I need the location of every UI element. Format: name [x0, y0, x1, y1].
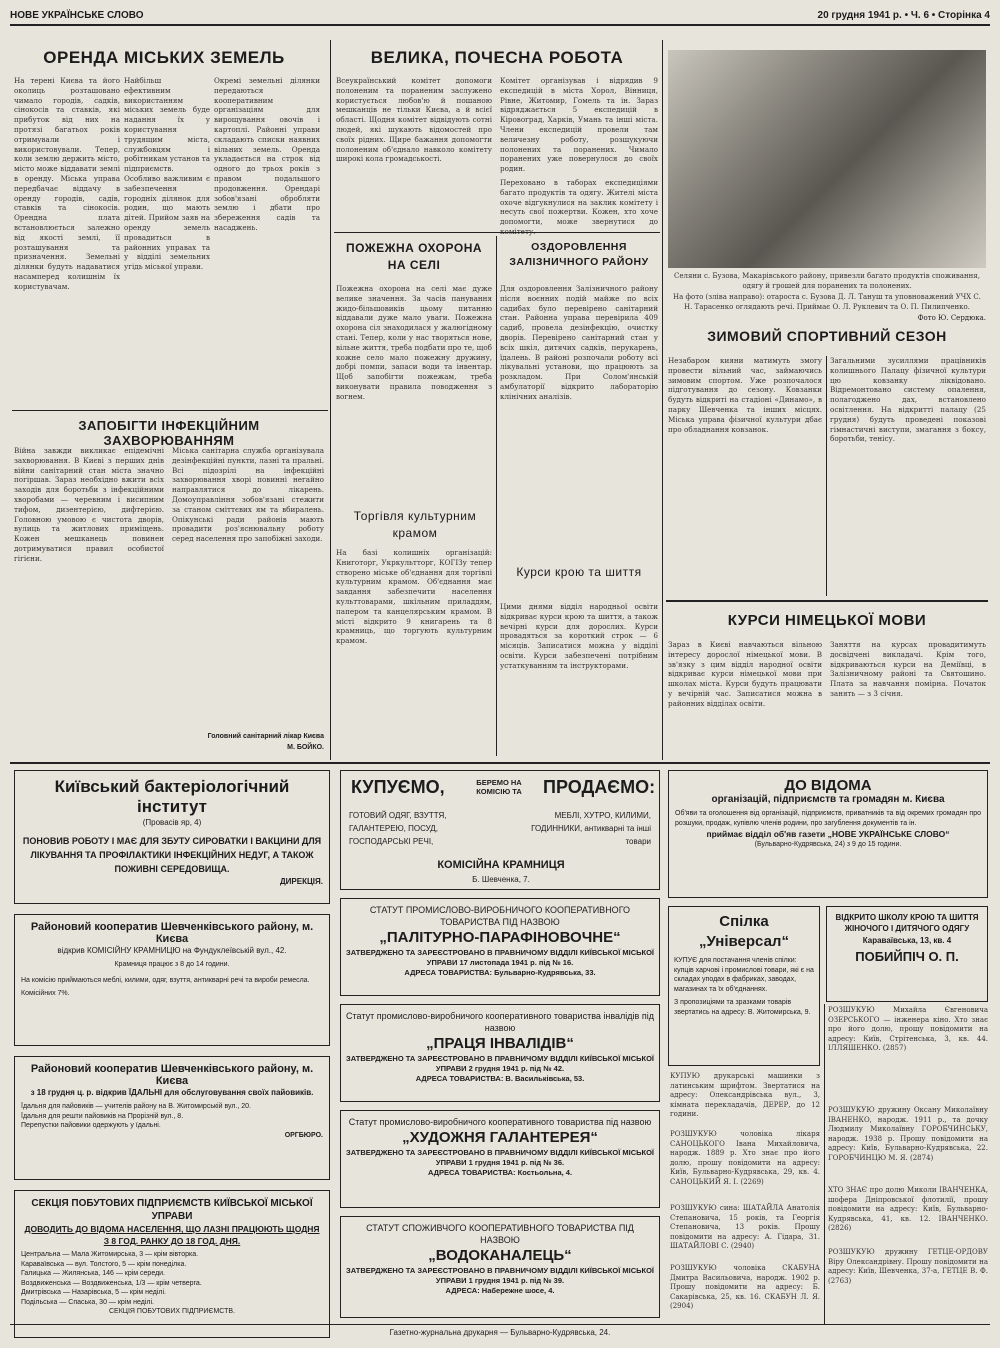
- ad-search-4: РОЗШУКУЮ Михайла Євгеновича ОЗЕРСЬКОГО — інженера кіно. Хто знає про його долю, прошу повідомити на адресу: Київ, Стрітенська, 3, кв. 44. ІЛЛЯШЕНКО. (2857): [828, 1006, 988, 1052]
- ad-statute2-addr: АДРЕСА ТОВАРИСТВА: В. Васильківська, 53.: [415, 1074, 585, 1083]
- column-rule: [496, 236, 497, 756]
- ad-bact-title: Київський бактеріологічний інститут: [54, 777, 290, 816]
- footer-rule: [10, 1324, 990, 1325]
- article-courses-text: Цими днями відділ народньої освіти відкриває курси крою та шиття, а також вечірні курси для дорослих. Курси провадяться за короткий строк — 6 місяців. Записатися можна у відділі освіти. Курси забезпечені потрібним устаткуванням та інструкторами.: [500, 602, 658, 670]
- ad-sewing-name: ПОБИЙПІЧ О. П.: [855, 949, 959, 964]
- ad-sewing-addr: Караваївська, 13, кв. 4: [862, 936, 952, 945]
- ad-notice-title: ДО ВІДОМА: [784, 777, 872, 794]
- baths-list-5: Подільська — Спаська, 30 — крім неділі.: [21, 1298, 154, 1306]
- ad-statute2-name: „ПРАЦЯ ІНВАЛІДІВ“: [426, 1035, 574, 1052]
- ad-komis-mid: БЕРЕМО НА КОМІСІЮ ТА: [476, 778, 522, 796]
- ad-statute2-head: Статут промислово-виробничого кооперативного товариства інвалідів під назвою: [346, 1011, 654, 1033]
- ad-coop2-sign: ОРГБЮРО.: [284, 1131, 323, 1139]
- article-orenda-col2: Найбільш ефективним використанням міських земель буде надання їх у користування трудящим міста, службовцям і робітникам установ та підприємств. Особливо важливим є забезпечення городніх ділянок для родин, що мають дітей. Прийом заяв на оренду земель провадиться в районних управах та у відділі земельних угідь міської управи.: [124, 76, 210, 272]
- photo-caption: Селяни с. Бузова, Макарівського району, привезли багато продуктів споживання, одягу й грошей для поранених та полонених.: [674, 272, 980, 290]
- ad-statute4-head: СТАТУТ СПОЖИВЧОГО КООПЕРАТИВНОГО ТОВАРИСТВА ПІД НАЗВОЮ: [366, 1223, 634, 1245]
- article-title-courses: Курси крою та шиття: [516, 565, 642, 579]
- ad-search-5: РОЗШУКУЮ дружину Оксану Миколаївну ІВАНЕНКО, народж. 1911 р., та дочку Людмилу Миколаївну ГОРОБЧИНСЬКУ, народж. 1938 р. Прошу повідомити на адресу: Київ, Бульварно-Кудрявська, 22. ГОРОБЧИНЦЮ М. Я. (2874): [828, 1106, 988, 1162]
- ad-coop1-title: Районовий кооператив Шевченківського району, м. Києва: [30, 921, 314, 945]
- ad-komis-addr: Б. Шевченка, 7.: [472, 875, 530, 884]
- ad-search-3: РОЗШУКУЮ чоловіка СКАБУНА Дмитра Васильовича, народж. 1902 р. Прошу повідомити на адресу: Б. Сакарівська, 25, кв. 16. СКАБУН Л. Я. (2904): [670, 1264, 820, 1310]
- ad-statute-invalids: [340, 1004, 660, 1102]
- ad-baths: [14, 1190, 330, 1338]
- page-header: [10, 6, 990, 26]
- ad-statute-water: [340, 1216, 660, 1318]
- ad-search-1: РОЗШУКУЮ чоловіка лікаря САНОЦЬКОГО Івана Михайловича, народж. 1889 р. Хто знає про його долю, прошу повідомити на адресу: Київ, Бульварно-Кудрявська, 29, кв. 4. САНОЦЬКИЙ Я. І. (2269): [670, 1130, 820, 1186]
- divider: [666, 600, 988, 602]
- ad-statute1-addr: АДРЕСА ТОВАРИСТВА: Бульварно-Кудрявська, 33.: [404, 968, 596, 977]
- ad-statute2-reg: ЗАТВЕРДЖЕНО ТА ЗАРЕЄСТРОВАНО В ПРАВНИЧОМУ ВІДДІЛІ КИЇВСЬКОЇ МІСЬКОЇ УПРАВИ 2 грудня 1941 р. під № 42.: [346, 1054, 654, 1073]
- ad-coop-commission: [14, 914, 330, 1046]
- ad-notice: [668, 770, 988, 898]
- divider: [334, 232, 660, 233]
- ad-statute4-reg: ЗАТВЕРДЖЕНО ТА ЗАРЕЄСТРОВАНО В ПРАВНИЧОМУ ВІДДІЛІ КИЇВСЬКОЇ МІСЬКОЇ УПРАВИ 1 грудня 1941 р. під № 39.: [346, 1266, 654, 1285]
- ad-search-7: РОЗШУКУЮ дружину ГЕТЦЕ-ОРДОВУ Віру Олександрівну. Прошу повідомити на адресу: Київ, Шевченка, 37-а, ГЕТЦЕ В. Ф. (2763): [828, 1248, 988, 1285]
- article-german-col2: Заняття на курсах провадитимуть досвідчені викладачі. Крім того, відкриваються курси на Деміївці, в Залізничному районі та Святошино. Плата за навчання помірна. Початок занять — з 3 січня.: [830, 640, 986, 698]
- baths-list-2: Галицька — Жилянська, 146 — крім середи.: [21, 1270, 166, 1277]
- ad-coop1-hours: Крамниця працює з 8 до 14 години.: [114, 961, 230, 968]
- article-german-col1: Зараз в Києві навчаються вільною інтересу дорослої німецької мови. В зв'язку з цим відділ народної освіти відкриває курси німецької мови при школах міста. Курси будуть працювати у вечірній час. Записатися можна в районних відділах освіти.: [668, 640, 822, 708]
- ad-coop2-line2: Їдальня для решти пайовиків на Прорізній вул., 8.: [21, 1112, 184, 1120]
- ad-komis-shop: КОМІСІЙНА КРАМНИЦЯ: [437, 859, 565, 871]
- article-velyka-col3: Переховано в таборах експедиціями багато продуктів та одягу. Жителі міста охоче відгукнулися на заклик комітету і несуть свої пожертви. Кожен, хто хоче допомогти, може звернутися до: [500, 178, 658, 227]
- ad-statute4-name: „ВОДОКАНАЛЕЦЬ“: [428, 1247, 572, 1264]
- baths-list-4: Дмитрівська — Назарівська, 5 — крім неділі.: [21, 1289, 166, 1296]
- ad-komis-left: ГОТОВИЙ ОДЯГ, ВЗУТТЯ, ГАЛАНТЕРЕЮ, ПОСУД, ГОСПОДАРСЬКІ РЕЧІ,: [349, 811, 447, 846]
- ad-bact-text: ПОНОВИВ РОБОТУ І МАЄ ДЛЯ ЗБУТУ СИРОВАТКИ І ВАКЦИНИ ДЛЯ ЛІКУВАННЯ ТА ПРОФІЛАКТИКИ ІНФЕКЦІЙНИХ НЕДУГ, А ТАКОЖ ПОЖИВНІ СЕРЕДОВИЩА.: [22, 836, 322, 874]
- article-title-winter: ЗИМОВИЙ СПОРТИВНИЙ СЕЗОН: [707, 328, 947, 344]
- ad-universal: [668, 906, 820, 1066]
- ad-commission-shop: [340, 770, 660, 890]
- header-rule: [10, 24, 990, 26]
- ad-notice-bold: приймає відділ об'яв газети „НОВЕ УКРАЇНСЬКЕ СЛОВО“: [706, 829, 950, 839]
- ad-statute3-addr: АДРЕСА ТОВАРИСТВА: Костьольна, 4.: [427, 1168, 573, 1177]
- ad-buy-typewriter: КУПУЮ друкарські машинки з латинським шрифтом. Звертатися на адресу: Олександрівська вул., 3, кімната перекладачів, ДЕРЕР, до 12 години.: [670, 1072, 820, 1118]
- ad-bact-address: (Провасів яр, 4): [142, 818, 202, 827]
- column-rule: [330, 40, 331, 760]
- column-rule: [826, 356, 827, 596]
- ad-baths-subtitle: ДОВОДИТЬ ДО ВІДОМА НАСЕЛЕННЯ, ЩО ЛАЗНІ ПРАЦЮЮТЬ ЩОДНЯ З 8 ГОД. РАНКУ ДО 18 ГОД. ДНЯ.: [24, 1224, 320, 1246]
- printer-info: Газетно-журнальна друкарня — Бульварно-Кудрявська, 24.: [389, 1328, 611, 1337]
- ad-baths-title: СЕКЦІЯ ПОБУТОВИХ ПІДПРИЄМСТВ КИЇВСЬКОЇ МІСЬКОЇ УПРАВИ: [31, 1198, 313, 1222]
- ad-statute1-head: СТАТУТ ПРОМИСЛОВО-ВИРОБНИЧОГО КООПЕРАТИВНОГО ТОВАРИСТВА ПІД НАЗВОЮ: [369, 905, 631, 927]
- ad-coop1-text: відкрив КОМІСІЙНУ КРАМНИЦЮ на Фундуклеївській вул., 42.: [57, 946, 287, 955]
- article-title-trade: Торгівля культурним крамом: [353, 509, 477, 540]
- ads-rule: [10, 762, 990, 764]
- column-rule: [824, 1004, 825, 1324]
- article-winter-col1: Незабаром кияни матимуть змогу провести вільний час, займаючись зимовим спортом. Уже розпочалося підготування до сезону. Ковзанки будуть відкриті на стадіоні «Динамо», в парку Шевченка та інших місцях. Міська управа фізичної культури дбає про обладнання ковзанок.: [668, 356, 822, 434]
- ad-sewing-school: [826, 906, 988, 1002]
- article-title-fire: ПОЖЕЖНА ОХОРОНА НА СЕЛІ: [345, 241, 483, 272]
- ad-coop2-line3: Перепустки пайовики одержують у їдальні.: [21, 1122, 161, 1129]
- ad-statute4-addr: АДРЕСА: Набережне шосе, 4.: [445, 1286, 555, 1295]
- ad-coop2-title: Районовий кооператив Шевченківського району, м. Києва: [30, 1063, 314, 1087]
- ad-sewing-line1: ВІДКРИТО ШКОЛУ КРОЮ ТА ШИТТЯ ЖІНОЧОГО І ДИТЯЧОГО ОДЯГУ: [835, 913, 979, 933]
- issue-info: 20 грудня 1941 р. • Ч. 6 • Сторінка 4: [817, 10, 990, 21]
- ad-universal-title: Спілка „Універсал“: [699, 913, 789, 950]
- ad-search-6: ХТО ЗНАЄ про долю Миколи ІВАНЧЕНКА, шофера Дніпровської флотилії, прошу повідомити на адресу: Київ, Бульварно-Кудрявська, 41, кв. 12. ІВАНЧЕНКО. (2826): [828, 1186, 988, 1232]
- baths-list-1: Караваївська — вул. Толстого, 5 — крім понеділка.: [21, 1260, 187, 1268]
- baths-list-0: Центральна — Мала Житомирська, 3 — крім вівторка.: [21, 1251, 199, 1258]
- ad-coop2-line1: Їдальня для пайовиків — учителів району на В. Житомирській вул., 20.: [21, 1103, 252, 1110]
- ad-komis-right: МЕБЛІ, ХУТРО, КИЛИМИ, ГОДИННИКИ, антикварні та інші товари: [531, 811, 651, 846]
- ad-komis-buy: КУПУЄМО,: [351, 777, 445, 797]
- ad-statute3-head: Статут промислово-виробничого кооперативного товариства під назвою: [348, 1117, 652, 1127]
- article-trade-text: На базі колишніх організацій: Книготорг, Укркультторг, КОГІЗу тепер створено міське об'єднання для торгівлі культурним крамом. Об'єднання має завдання забезпечити населення культтоварами, шкільним приладдям, папером та канцелярським крамом. В місті відкрито 9 книгарень та 8 крамниць, що торгують культурним крамом.: [336, 548, 492, 646]
- ad-notice-subtitle: організацій, підприємств та громадян м. Києва: [711, 794, 945, 805]
- ad-coop-canteens: [14, 1056, 330, 1180]
- ad-statute1-reg: ЗАТВЕРДЖЕНО ТА ЗАРЕЄСТРОВАНО В ПРАВНИЧОМУ ВІДДІЛІ КИЇВСЬКОЇ МІСЬКОЇ УПРАВИ 17 листопада 1941 р. під № 16.: [346, 948, 654, 967]
- article-title-velyka: ВЕЛИКА, ПОЧЕСНА РОБОТА: [370, 48, 624, 67]
- ad-notice-addr: (Бульварно-Кудрявська, 24) з 9 до 15 години.: [754, 841, 902, 848]
- article-orenda-col3: Окремі земельні ділянки передаються кооперативним організаціям для вирощування овочів і картоплі. Районні управи складають списки наявних вільних земель. Оренда укладається на строк від одного до трьох років з правом подальшого продовження. Орендарі зобов'язані обробляти землю і дбати про збереження садів та насаджень.: [214, 76, 320, 232]
- divider: [12, 410, 328, 411]
- article-infection-col1: Війна завжди викликає епідемічні захворювання. В Києві з перших днів війни санітарний стан міста значно погіршав. Зараз необхідно вжити всіх заходів для боротьби з інфекційними хворобами — черевним і висипним тифом, дизентерією, дифтерією. Головною умовою є чистота дворів, вулиць та житлових приміщень. Кожен мешканець повинен дотримуватися правил особистої гігієни.: [14, 446, 164, 563]
- article-title-rail: ОЗДОРОВЛЕННЯ ЗАЛІЗНИЧНОГО РАЙОНУ: [509, 241, 649, 268]
- ad-statute1-name: „ПАЛІТУРНО-ПАРАФІНОВОЧНЕ“: [379, 929, 621, 946]
- ad-baths-sign: СЕКЦІЯ ПОБУТОВИХ ПІДПРИЄМСТВ.: [108, 1308, 236, 1315]
- ad-bact-sign: ДИРЕКЦІЯ.: [279, 877, 323, 886]
- ad-notice-text: Об'яви та оголошення від організацій, підприємств, приватників та від окремих громадян про розшуки, продаж, купівлю членів родини, про загублення документів та ін.: [675, 810, 981, 827]
- newspaper-name: НОВЕ УКРАЇНСЬКЕ СЛОВО: [10, 10, 144, 21]
- ad-statute3-reg: ЗАТВЕРДЖЕНО ТА ЗАРЕЄСТРОВАНО В ПРАВНИЧОМУ ВІДДІЛІ КИЇВСЬКОЇ МІСЬКОЇ УПРАВИ 1 грудня 1941 р. під № 36.: [346, 1148, 654, 1167]
- signature-name: М. БОЙКО.: [287, 744, 324, 751]
- article-velyka-col1: Всеукраїнський комітет допомоги полоненим та пораненим заслужено користується любов'ю й пошаною мешканців не тільки Києва, а й всієї області. Щодня комітет відвідують сотні людей, які шукають відомостей про своїх рідних. Щире бажання допомогти полоненим об'єднало навколо комітету широкі кола громадськості.: [336, 76, 492, 164]
- article-orenda-col1: На терені Києва та його околиць розташовано чимало городів, садків, сінокосів та ставків, які прибуток від них на протязі багатьох років отримували і використовували. Тепер, коли землю держить місто, місто може віддавати землі в оренду. Міська управа передбачає віддачу в оренду городів, садів, ставків та сінокосів. Орендна плата встановлюється залежно від якості землі, її розташування та призначення. Земельні ділянки будуть надаватися насамперед колишнім їх користувачам.: [14, 76, 120, 291]
- ad-bacteriological: [14, 770, 330, 904]
- column-rule: [662, 40, 663, 760]
- article-rail-text: Для оздоровлення Залізничного району після воєнних подій майже по всіх садибах було перевірено санітарний стан. Районна управа перевірила 409 садиб, провела дезінфекцію, очистку дворів. Перевірено санітарний стан у всіх шкіл, дитячих садків, перукарень, їдалень. В районі розпочали роботу всі лікувальні установи, що працюють за розкладом. При Солом'янській амбулаторії відкрито лабораторію клінічних аналізів.: [500, 284, 658, 401]
- article-title-infection: ЗАПОБІГТИ ІНФЕКЦІЙНИМ ЗАХВОРЮВАННЯМ: [78, 418, 260, 448]
- ad-coop2-text: з 18 грудня ц. р. відкрив ЇДАЛЬНІ для обслуговування своїх пайовиків.: [30, 1088, 314, 1097]
- baths-list-3: Воздвиженська — Воздвиженська, 1/3 — крім четверга.: [21, 1279, 202, 1287]
- ad-statute3-name: „ХУДОЖНЯ ГАЛАНТЕРЕЯ“: [402, 1129, 598, 1146]
- ad-coop1-text2: На комісію приймаються меблі, килими, одяг, взуття, антикварні речі та вироби ремесла.: [21, 976, 310, 984]
- article-title-orenda: ОРЕНДА МІСЬКИХ ЗЕМЕЛЬ: [43, 48, 285, 67]
- ad-universal-text: КУПУЄ для постачання членів спілки: купців харчові і промислові товари, які є на складах уподах в фабриках, заводах, магазинах та їх об'єднаннях.: [674, 957, 814, 993]
- article-fire-text: Пожежна охорона на селі має дуже велике значення. За часів панування жидо-більшовиків цьому питанню віддавали дуже мало уваги. Пожежна охорона сіл знаходилася у жалюгідному стані. Тепер, коли у нас творяться нове, вільне життя, треба подбати про те, щоб кожне село мало пожежну дружину, добрі помпи, запаси води та інвентар. Щоб запобігти пожежам, треба виконувати правила поводження з вогнем.: [336, 284, 492, 401]
- ad-search-2: РОЗШУКУЮ сина: ШАТАЙЛА Анатолія Степановича, 15 років, та Георгія Степановича, 13 років. Прошу повідомити на адресу: А. Гідара, 31. ШАТАЙЛОВІ С. (2940): [670, 1204, 820, 1250]
- ad-statute-binding: [340, 898, 660, 996]
- article-title-german: КУРСИ НІМЕЦЬКОЇ МОВИ: [727, 612, 927, 629]
- signature-role: Головний санітарний лікар Києва: [207, 733, 324, 740]
- photo-villagers: [668, 50, 986, 268]
- photo-credit: На фото (зліва направо): отароста с. Бузова Д. Л. Тануш та уповноважений УЧХ С. Н. Тарасенко оглядають речі. Приймає О. Л. Руклевич та О. П. Пилипченко.: [673, 293, 981, 311]
- photo-author: Фото Ю. Сердюка.: [917, 314, 986, 322]
- ad-universal-text2: З пропозиціями та зразками товарів звертатись на адресу: В. Житомирська, 9.: [674, 999, 811, 1016]
- ad-statute-haberdashery: [340, 1110, 660, 1208]
- article-infection-col2: Міська санітарна служба організувала дезінфекційні пункти, лазні та пральні. Всі підозрілі на інфекційні захворювання хворі повинні негайно направлятися до лікарень. Домоуправління зобов'язані стежити за станом сміттєвих ям та вбиралень. Опікунські ради районів мають провадити роз'яснювальну роботу серед населення про запобіжні заходи.: [172, 446, 324, 544]
- ad-coop1-fee: Комісійних 7%.: [21, 990, 70, 997]
- article-velyka-col2: Комітет організував і відрядив 9 експедицій в міста Хорол, Вінниця, Рівне, Житомир, Гомель та ін. Зараз відряджається 5 експедицій в Кіровоград, Харків, Умань та інші міста. Члени експедицій провели там величезну роботу, розшукуючи полонених та поранених. Чимало поранених уже повернулося до своїх родин.: [500, 76, 658, 174]
- ad-komis-sell: ПРОДАЄМО:: [543, 777, 656, 797]
- article-winter-col2: Загальними зусиллями працівників колишнього Палацу фізичної культури цю ковзанку ліквідовано. Відремонтовано систему опалення, полагоджено дах, встановлено освітлення. На відкритті палацу (25 грудня) будуть проведені показові гімнастичні виступи, змагання з боксу, боротьби, тенісу.: [830, 356, 986, 444]
